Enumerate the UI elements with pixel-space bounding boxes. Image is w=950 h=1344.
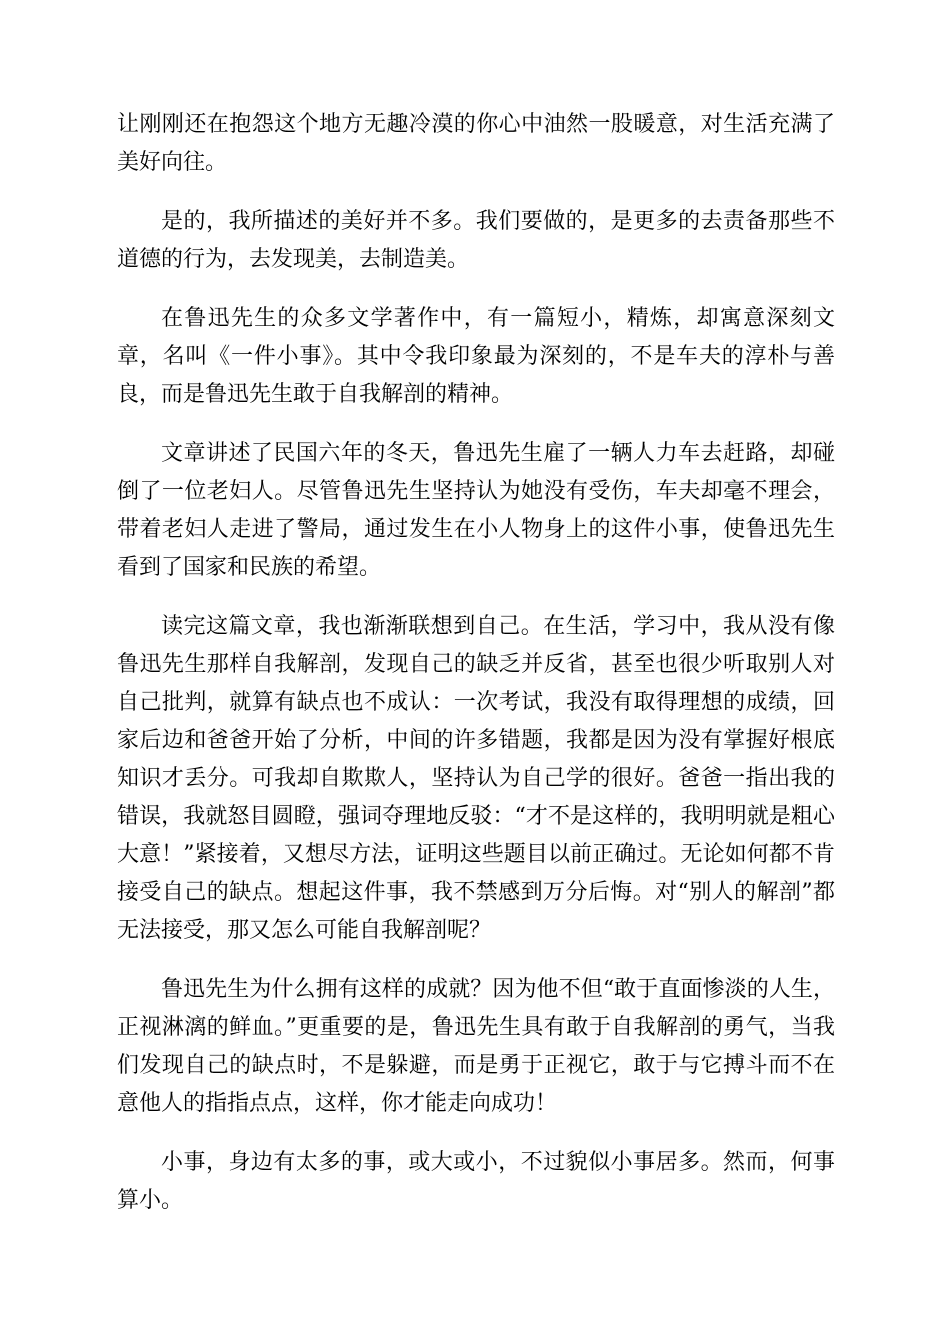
paragraph-6: 鲁迅先生为什么拥有这样的成就？因为他不但“敢于直面惨淡的人生，正视淋漓的鲜血。”更重要的是，鲁迅先生具有敢于自我解剖的勇气，当我们发现自己的缺点时，不是躲避，而是勇于正视它，敢于与它搏斗而不在意他人的指指点点，这样，你才能走向成功！ (117, 977, 835, 1116)
paragraph-1: 让刚刚还在抱怨这个地方无趣冷漠的你心中油然一股暖意，对生活充满了美好向往。 (117, 112, 835, 175)
paragraph-2: 是的，我所描述的美好并不多。我们要做的，是更多的去责备那些不道德的行为，去发现美，去制造美。 (117, 209, 835, 272)
paragraph-5: 读完这篇文章，我也渐渐联想到自己。在生活，学习中，我从没有像鲁迅先生那样自我解剖，发现自己的缺乏并反省，甚至也很少听取别人对自己批判，就算有缺点也不成认：一次考试，我没有取得理想的成绩，回家后边和爸爸开始了分析，中间的许多错题，我都是因为没有掌握好根底知识才丢分。可我却自欺欺人，坚持认为自己学的很好。爸爸一指出我的错误，我就怒目圆瞪，强词夺理地反驳：“才不是这样的，我明明就是粗心大意！”紧接着，又想尽方法，证明这些题目以前正确过。无论如何都不肯接受自己的缺点。想起这件事，我不禁感到万分后悔。对“别人的解剖”都无法接受，那又怎么可能自我解剖呢？ (117, 614, 835, 943)
paragraph-7: 小事，身边有太多的事，或大或小，不过貌似小事居多。然而，何事算小。 (117, 1150, 835, 1213)
paragraph-3: 在鲁迅先生的众多文学著作中，有一篇短小，精炼，却寓意深刻文章，名叫《一件小事》。其中令我印象最为深刻的，不是车夫的淳朴与善良，而是鲁迅先生敢于自我解剖的精神。 (117, 306, 835, 407)
document-page (117, 106, 835, 1241)
paragraph-4: 文章讲述了民国六年的冬天，鲁迅先生雇了一辆人力车去赶路，却碰倒了一位老妇人。尽管鲁迅先生坚持认为她没有受伤，车夫却毫不理会，带着老妇人走进了警局，通过发生在小人物身上的这件小事，使鲁迅先生看到了国家和民族的希望。 (117, 441, 835, 580)
